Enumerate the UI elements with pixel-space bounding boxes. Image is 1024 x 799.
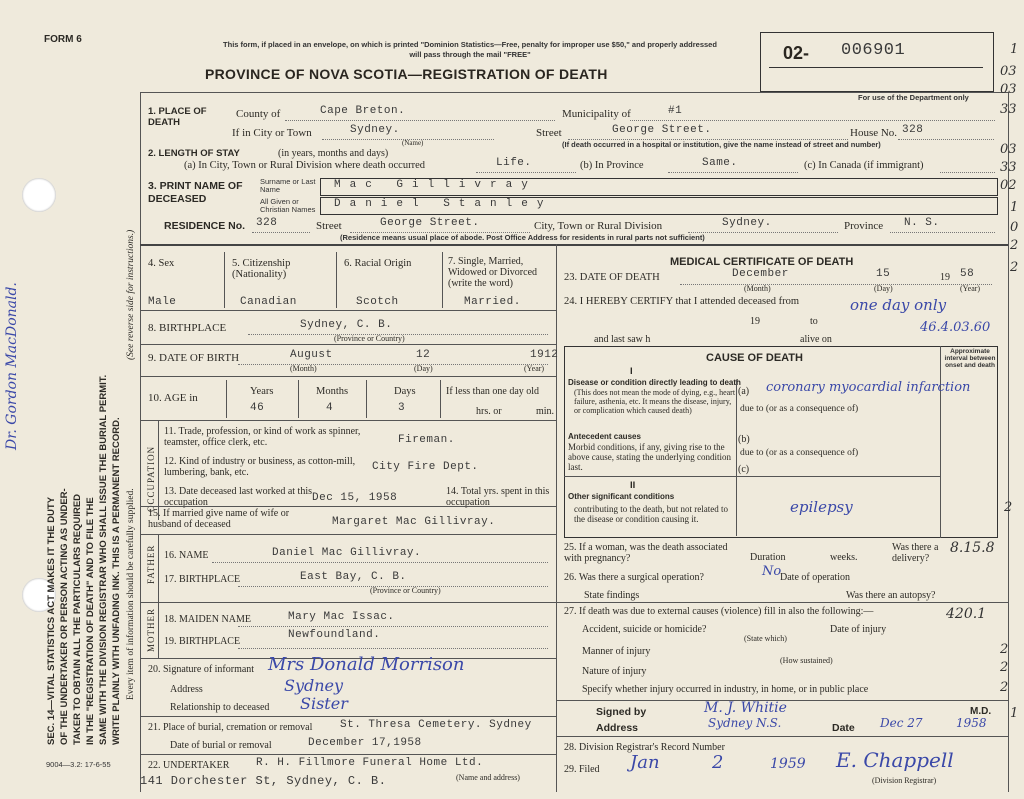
margin-code: 1 xyxy=(1010,42,1019,57)
father-birth-note: (Province or Country) xyxy=(370,586,441,595)
age-label: 10. AGE in xyxy=(148,392,198,404)
undertaker-address: 141 Dorchester St, Sydney, C. B. xyxy=(140,774,387,788)
margin-code: 2 xyxy=(1000,660,1009,675)
registrar-note: (Division Registrar) xyxy=(872,776,937,785)
dob-year: 1912 xyxy=(530,349,559,361)
margin-code: 0 xyxy=(1010,220,1019,235)
hospital-note: (If death occurred in a hospital or institution, give the name instead of street and number) xyxy=(562,140,881,149)
col-divider xyxy=(298,380,299,418)
age-months: 4 xyxy=(326,402,334,414)
stay-c-line xyxy=(940,172,995,173)
margin-code: 03 xyxy=(1000,64,1017,79)
city-label: If in City or Town xyxy=(232,127,312,139)
punch-hole xyxy=(22,178,56,212)
residence-city-value: Sydney. xyxy=(722,217,772,229)
autopsy-label: Was there an autopsy? xyxy=(846,590,936,601)
margin-code: 2 xyxy=(1010,238,1019,253)
reg-prefix: 02- xyxy=(783,43,810,63)
row-divider xyxy=(140,506,556,507)
cause-title: CAUSE OF DEATH xyxy=(706,352,803,364)
col-divider xyxy=(366,380,367,418)
mother-birth-value: Newfoundland. xyxy=(288,629,381,641)
burial-place: St. Thresa Cemetery. Sydney xyxy=(340,719,532,731)
md-label: M.D. xyxy=(970,706,992,717)
antecedent-label: Antecedent causes xyxy=(568,432,641,441)
sex-value: Male xyxy=(148,296,177,308)
col-divider xyxy=(224,252,225,308)
stay-note: (in years, months and days) xyxy=(278,148,389,159)
interval-title: Approximate interval between onset and death xyxy=(944,348,996,369)
mother-birth-line xyxy=(238,648,548,649)
marital-label: 7. Single, Married, Widowed or Divorced (write the word) xyxy=(448,256,538,289)
center-divider xyxy=(556,244,557,792)
due-to-b: due to (or as a consequence of) xyxy=(740,448,859,458)
signer-address-label: Address xyxy=(596,722,639,734)
stay-b-value: Same. xyxy=(702,157,738,169)
margin-code: 420.1 xyxy=(946,606,987,622)
q14-label: 14. Total yrs. spent in this occupation xyxy=(446,486,550,508)
margin-code: 1 xyxy=(1010,200,1019,215)
informant-addr-label: Address xyxy=(170,684,203,695)
day-note: (Day) xyxy=(414,364,433,373)
dept-use-note: For use of the Department only xyxy=(858,93,969,102)
undertaker-label: 22. UNDERTAKER xyxy=(148,760,230,771)
q28-label: 28. Division Registrar's Record Number xyxy=(564,742,725,753)
occupation-side-label: OCCUPATION xyxy=(146,445,156,512)
residence-label: RESIDENCE No. xyxy=(164,220,246,232)
other-label: Other significant conditions xyxy=(568,492,675,501)
registration-box xyxy=(760,32,994,92)
marital-value: Married. xyxy=(464,296,521,308)
surname-label: Surname or Last Name xyxy=(260,177,316,194)
side-text-line1: SEC. 14—VITAL STATISTICS ACT MAKES IT THE DUTY xyxy=(46,496,57,745)
how-note: (How sustained) xyxy=(780,656,833,665)
disease-label: Disease or condition directly leading to death xyxy=(568,378,741,387)
year-note: (Year) xyxy=(524,364,545,373)
row-divider xyxy=(140,534,556,535)
death-year: 58 xyxy=(960,268,975,280)
nature-label: Nature of injury xyxy=(582,666,647,677)
municipality-line xyxy=(630,120,995,121)
manner-label: Manner of injury xyxy=(582,646,651,657)
row-divider xyxy=(140,754,556,755)
roman-ii: II xyxy=(630,480,636,491)
residence-city-label: City, Town or Rural Division xyxy=(534,220,663,232)
given-label: All Given or Christian Names xyxy=(260,197,316,214)
page-title: PROVINCE OF NOVA SCOTIA—REGISTRATION OF DEATH xyxy=(205,66,608,82)
stay-a-label: (a) In City, Town or Rural Division where death occurred xyxy=(184,160,425,171)
filed-day: 2 xyxy=(712,752,724,773)
mother-maiden-line xyxy=(238,626,548,627)
municipality-value: #1 xyxy=(668,105,683,117)
filed-year: 1959 xyxy=(770,756,806,772)
months-label: Months xyxy=(316,386,349,397)
county-label: County of xyxy=(236,108,281,120)
q27-label: 27. If death was due to external causes (violence) fill in also the following:— xyxy=(564,606,874,617)
other-value: epilepsy xyxy=(790,498,853,516)
q29-label: 29. Filed xyxy=(564,764,600,775)
father-birth-value: East Bay, C. B. xyxy=(300,571,407,583)
month-note: (Month) xyxy=(290,364,317,373)
death-year-prefix: 19 xyxy=(940,272,950,283)
reg-divider xyxy=(769,67,983,68)
given-value: Daniel Stanley xyxy=(334,198,553,210)
filed-month: Jan xyxy=(630,752,660,773)
q15-label: 15. If married give name of wife or husband of deceased xyxy=(148,508,290,530)
side-text-line2: OF THE UNDERTAKER OR PERSON ACTING AS UNDER- xyxy=(59,488,70,745)
place-section-label: 1. PLACE OF DEATH xyxy=(148,106,207,128)
margin-code: 33 xyxy=(1000,102,1017,117)
side-text-line3: TAKER TO OBTAIN ALL THE PARTICULARS REQUIRED xyxy=(72,493,83,745)
mother-birth-label: 19. BIRTHPLACE xyxy=(164,636,241,647)
days-label: Days xyxy=(394,386,416,397)
signer-date-year: 1958 xyxy=(956,716,987,730)
margin-code: 2 xyxy=(1000,680,1009,695)
specify-label: Specify whether injury occurred in industry, in home, or in public place xyxy=(582,684,869,695)
disease-note: (This does not mean the mode of dying, e.g., heart failure, asthenia, etc. It means the disease, injury, or complication which caused death) xyxy=(574,388,736,415)
father-name-value: Daniel Mac Gillivray. xyxy=(272,547,422,559)
q12-label: 12. Kind of industry or business, as cotton-mill, lumbering, bank, etc. xyxy=(164,456,356,478)
hrs-label: hrs. or xyxy=(476,406,502,417)
q24-alive-on: alive on xyxy=(800,334,832,345)
q26-label: 26. Was there a surgical operation? xyxy=(564,572,704,583)
form-left-border xyxy=(140,92,141,792)
street-label: Street xyxy=(536,127,562,139)
stay-c-label: (c) In Canada (if immigrant) xyxy=(804,160,924,171)
father-birth-label: 17. BIRTHPLACE xyxy=(164,574,241,585)
death-day: 15 xyxy=(876,268,891,280)
section-divider xyxy=(140,244,1008,246)
birthplace-note: (Province or Country) xyxy=(334,334,405,343)
side-text-line5: SAME WITH THE DIVISION REGISTRAR WHO SHALL ISSUE THE BURIAL PERMIT. xyxy=(98,374,109,745)
age-years: 46 xyxy=(250,402,265,414)
residence-province-line xyxy=(890,232,995,233)
side-text-line7: Every item of information should be carefully supplied. xyxy=(126,488,136,700)
death-month: December xyxy=(732,268,789,280)
undertaker-name: R. H. Fillmore Funeral Home Ltd. xyxy=(256,757,484,769)
row-divider xyxy=(556,736,1008,737)
cause-label-divider xyxy=(736,380,737,536)
surname-value: Mac Gillivray xyxy=(334,179,537,191)
mother-side-label: MOTHER xyxy=(146,608,156,652)
citizenship-value: Canadian xyxy=(240,296,297,308)
q23-line xyxy=(680,284,992,285)
side-text-line8: (See reverse side for instructions.) xyxy=(126,229,136,360)
accident-label: Accident, suicide or homicide? xyxy=(582,624,707,635)
cause-b-label: (b) xyxy=(738,434,750,445)
roman-i: I xyxy=(630,366,633,377)
burial-date: December 17,1958 xyxy=(308,737,422,749)
margin-code: 1 xyxy=(1010,706,1019,721)
row-divider xyxy=(140,602,556,603)
residence-street-value: George Street. xyxy=(380,217,480,229)
name-note: (Name) xyxy=(402,139,424,147)
due-to-a: due to (or as a consequence of) xyxy=(740,404,859,414)
q24-to: to xyxy=(810,316,818,327)
margin-code: 33 xyxy=(1000,160,1017,175)
q23-month-note: (Month) xyxy=(744,284,771,293)
signer-date-value: Dec 27 xyxy=(880,716,923,730)
residence-no-line xyxy=(252,232,310,233)
stay-section-label: 2. LENGTH OF STAY xyxy=(148,148,240,159)
dob-label: 9. DATE OF BIRTH xyxy=(148,352,240,364)
house-label: House No. xyxy=(850,127,898,139)
margin-code: 03 xyxy=(1000,142,1017,157)
q11-value: Fireman. xyxy=(398,434,455,446)
date-injury-label: Date of injury xyxy=(830,624,887,635)
dob-day: 12 xyxy=(416,349,431,361)
informant-rel: Sister xyxy=(300,694,348,713)
col-divider xyxy=(158,420,159,520)
q24-from-year: 19 xyxy=(750,316,760,327)
residence-street-label: Street xyxy=(316,220,342,232)
reg-number: 006901 xyxy=(841,41,906,60)
sex-label: 4. Sex xyxy=(148,258,175,269)
municipality-label: Municipality of xyxy=(562,108,631,120)
residence-note: (Residence means usual place of abode. Post Office Address for residents in rural parts not sufficient) xyxy=(340,233,705,242)
citizenship-label: 5. Citizenship (Nationality) xyxy=(232,258,291,280)
signed-by-label: Signed by xyxy=(596,706,647,718)
header-notice: This form, if placed in an envelope, on which is printed "Dominion Statistics—Free, penalty for improper use $50," and properly addressed will pass through the mail "FREE" xyxy=(223,40,717,59)
side-text-line4: IN THE "REGISTRATION OF DEATH" AND TO FILE THE xyxy=(85,497,96,745)
margin-code: 2 xyxy=(1004,500,1013,515)
q23-day-note: (Day) xyxy=(874,284,893,293)
other-note: contributing to the death, but not related to the disease or condition causing it. xyxy=(574,504,728,524)
residence-province-value: N. S. xyxy=(904,217,940,229)
residence-city-line xyxy=(688,232,838,233)
racial-value: Scotch xyxy=(356,296,399,308)
col-divider xyxy=(440,380,441,418)
informant-sig: Mrs Donald Morrison xyxy=(268,654,465,675)
interval-divider xyxy=(940,346,941,538)
signer-date-label: Date xyxy=(832,722,855,734)
cause-a-value: coronary myocardial infarction xyxy=(766,380,971,395)
street-value: George Street. xyxy=(612,124,712,136)
stay-b-label: (b) In Province xyxy=(580,160,644,171)
dob-line xyxy=(238,364,548,365)
margin-code: 03 xyxy=(1000,82,1017,97)
q13-value: Dec 15, 1958 xyxy=(312,492,398,504)
q13-label: 13. Date deceased last worked at this occupation xyxy=(164,486,313,508)
signer-address-value: Sydney N.S. xyxy=(708,716,782,730)
mother-maiden-label: 18. MAIDEN NAME xyxy=(164,614,251,625)
age-days: 3 xyxy=(398,402,406,414)
col-divider xyxy=(442,252,443,308)
q24-alive-date: 46.4.03.60 xyxy=(920,320,991,335)
col-divider xyxy=(158,534,159,602)
margin-code: 02 xyxy=(1000,178,1017,193)
col-divider xyxy=(226,380,227,418)
duration-label: Duration xyxy=(750,552,786,563)
row-divider xyxy=(140,716,556,717)
row-divider xyxy=(140,310,556,311)
weeks-label: weeks. xyxy=(830,552,858,563)
q24-last-saw: and last saw h xyxy=(594,334,651,345)
years-label: Years xyxy=(250,386,274,397)
city-value: Sydney. xyxy=(350,124,400,136)
q24-attended: one day only xyxy=(850,296,947,314)
print-code: 9004—3.2: 17-6-55 xyxy=(46,760,111,769)
row-divider xyxy=(140,376,556,377)
cause-c-label: (c) xyxy=(738,464,750,475)
q12-value: City Fire Dept. xyxy=(372,461,479,473)
informant-sig-label: 20. Signature of informant xyxy=(148,664,255,675)
stay-a-line xyxy=(476,172,576,173)
q11-label: 11. Trade, profession, or kind of work as spinner, teamster, office clerk, etc. xyxy=(164,426,361,448)
row-divider xyxy=(140,344,556,345)
father-side-label: FATHER xyxy=(146,544,156,584)
side-handwriting: Dr. Gordon MacDonald. xyxy=(4,282,20,450)
q23-label: 23. DATE OF DEATH xyxy=(564,272,660,283)
name-section-label: 3. PRINT NAME OF DECEASED xyxy=(148,180,243,205)
form-number: FORM 6 xyxy=(44,34,82,45)
birthplace-value: Sydney, C. B. xyxy=(300,319,393,331)
medical-title: MEDICAL CERTIFICATE OF DEATH xyxy=(670,256,854,268)
father-name-label: 16. NAME xyxy=(164,550,209,561)
row-divider xyxy=(140,420,556,421)
state-findings-label: State findings xyxy=(584,590,640,601)
delivery-label: Was there a delivery? xyxy=(892,542,939,564)
side-text-line6: WRITE PLAINLY WITH UNFADING INK. THIS IS A PERMANENT RECORD. xyxy=(111,417,122,745)
margin-code: 2 xyxy=(1010,260,1019,275)
stay-b-line xyxy=(668,172,798,173)
residence-no-value: 328 xyxy=(256,217,278,229)
house-value: 328 xyxy=(902,124,924,136)
date-op-label: Date of operation xyxy=(780,572,850,583)
q25-label: 25. If a woman, was the death associated with pregnancy? xyxy=(564,542,728,564)
cause-a-label: (a) xyxy=(738,386,750,397)
racial-label: 6. Racial Origin xyxy=(344,258,412,269)
county-line xyxy=(285,120,555,121)
min-label: min. xyxy=(536,406,555,417)
margin-code: 2 xyxy=(1000,642,1009,657)
q24-label: 24. I HEREBY CERTIFY that I attended deceased from xyxy=(564,296,800,307)
father-name-line xyxy=(212,562,548,563)
informant-rel-label: Relationship to deceased xyxy=(170,702,270,713)
age-day-label: If less than one day old xyxy=(446,386,540,397)
q15-value: Margaret Mac Gillivray. xyxy=(332,516,496,528)
cause-divider xyxy=(564,476,940,477)
registrar-signature: E. Chappell xyxy=(836,748,954,772)
mother-maiden-value: Mary Mac Issac. xyxy=(288,611,395,623)
burial-place-label: 21. Place of burial, cremation or removal xyxy=(148,722,313,733)
undertaker-note: (Name and address) xyxy=(456,773,520,782)
q23-year-note: (Year) xyxy=(960,284,981,293)
stay-a-value: Life. xyxy=(496,157,532,169)
county-value: Cape Breton. xyxy=(320,105,406,117)
birthplace-label: 8. BIRTHPLACE xyxy=(148,322,227,334)
burial-date-label: Date of burial or removal xyxy=(170,740,272,751)
dob-month: August xyxy=(290,349,333,361)
col-divider xyxy=(158,602,159,658)
informant-addr: Sydney xyxy=(284,676,344,695)
house-line xyxy=(898,139,994,140)
margin-code: 8.15.8 xyxy=(950,540,995,556)
residence-province-label: Province xyxy=(844,220,884,232)
q26-value: No xyxy=(762,564,782,579)
antecedent-note: Morbid conditions, if any, giving rise to the above cause, stating the underlying condition last. xyxy=(568,442,731,472)
state-which-note: (State which) xyxy=(744,634,787,643)
row-divider xyxy=(556,602,1008,603)
col-divider xyxy=(336,252,337,308)
signed-by-value: M. J. Whitie xyxy=(704,700,787,716)
